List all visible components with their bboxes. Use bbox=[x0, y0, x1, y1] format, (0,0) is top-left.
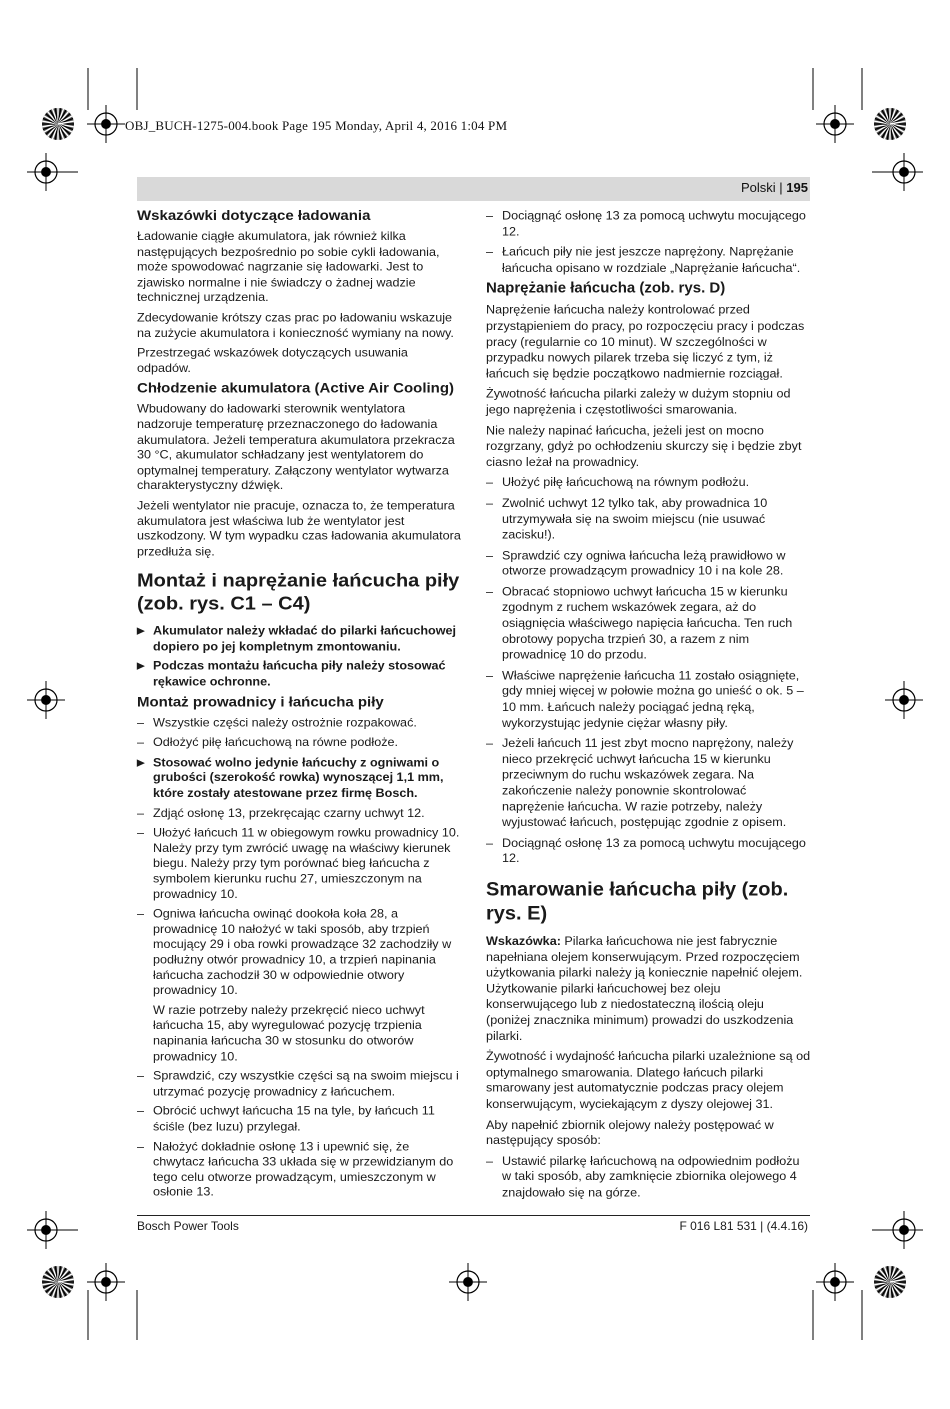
dash-bullet-icon: – bbox=[486, 245, 494, 259]
list-item bbox=[137, 1069, 462, 1100]
paragraph: Żywotność i wydajność łańcucha pilarki uzależnione są od optymalnego smarowania. Dlatego łańcuch pilarki smarowany jest automatycznie podczas pracy olejem konserwującym, wyciekającym z dyszy olejowej 31. bbox=[486, 1049, 811, 1111]
warning-triangle-icon: ▶ bbox=[137, 626, 145, 637]
paragraph: Nie należy napinać łańcucha, jeżeli jest on mocno rozgrzany, gdyż po ochłodzeniu skurczy się i będzie zbyt ciasno leżał na prowadnicy. bbox=[486, 423, 802, 469]
dash-bullet-icon: – bbox=[137, 736, 145, 750]
registration-target-icon bbox=[87, 105, 125, 143]
dash-bullet-icon: – bbox=[486, 496, 494, 510]
printer-slug: OBJ_BUCH-1275-004.book Page 195 Monday, April 4, 2016 1:04 PM bbox=[125, 118, 508, 133]
dash-bullet-icon: – bbox=[137, 907, 145, 921]
list-item-text: Łańcuch piły nie jest jeszcze naprężony. Naprężanie łańcucha opisano w rozdziale „Naprężanie łańcucha“. bbox=[502, 245, 801, 275]
list-item bbox=[486, 548, 811, 580]
section-heading: Smarowanie łańcucha piły (zob. rys. E) bbox=[486, 879, 789, 925]
list-item bbox=[137, 1104, 462, 1135]
list-continuation bbox=[137, 1003, 462, 1064]
registration-target-icon bbox=[87, 1263, 125, 1301]
list-item bbox=[137, 1139, 462, 1200]
right-column bbox=[486, 208, 811, 1205]
list-item bbox=[137, 735, 462, 750]
list-item-text: Sprawdzić czy ogniwa łańcucha leżą prawidłowo w otworze prowadzącym prowadnicy 10 i na kole 28. bbox=[502, 548, 786, 578]
dash-bullet-icon: – bbox=[486, 208, 494, 223]
dash-bullet-icon: – bbox=[137, 1069, 145, 1083]
warning-item bbox=[137, 659, 462, 690]
registration-target-icon bbox=[27, 1211, 65, 1249]
list-item-text: Dociągnąć osłonę 13 za pomocą uchwytu mocującego 12. bbox=[502, 836, 806, 866]
section-heading: Chłodzenie akumulatora (Active Air Cooling) bbox=[137, 380, 454, 397]
section-heading: Naprężanie łańcucha (zob. rys. D) bbox=[486, 280, 726, 297]
note-label: Wskazówka: bbox=[486, 934, 561, 948]
dash-bullet-icon: – bbox=[486, 836, 494, 850]
dash-bullet-icon: – bbox=[137, 826, 145, 840]
registration-target-icon bbox=[816, 1263, 854, 1301]
dash-bullet-icon: – bbox=[486, 584, 494, 599]
paragraph: Aby napełnić zbiornik olejowy należy postępować w następujący sposób: bbox=[486, 1117, 774, 1147]
list-item bbox=[137, 806, 462, 821]
list-item-text: Ustawić pilarkę łańcuchową na odpowiednim podłożu w taki sposób, aby zamknięcie zbiornika olejowego 4 znajdowało się na górze. bbox=[502, 1154, 800, 1200]
list-item bbox=[137, 826, 462, 902]
list-item bbox=[486, 668, 811, 731]
list-item-text: Jeżeli łańcuch 11 jest zbyt mocno naprężony, należy nieco przekręcić uchwyt łańcucha 15 w kierunku przeciwnym do ruchu wskazówek zegara. Na zakończenie należy ponownie skontrolować naprężenie łańcucha. W razie potrzeby, należy wyjustować łańcuch, postępując zgodnie z opisem. bbox=[502, 736, 794, 830]
dash-bullet-icon: – bbox=[486, 475, 494, 490]
list-item-text: Ułożyć łańcuch 11 w obiegowym rowku prowadnicy 10. Należy przy tym zwrócić uwagę na właściwy kierunek biegu. Należy przy tym porównać bieg łańcucha z symbolem kierunku ruchu 27, umieszczonym na prowadnicy 10. bbox=[153, 826, 460, 901]
list-item-text: Ogniwa łańcucha owinąć dookoła koła 28, a prowadnicę 10 nałożyć w taki sposób, aby trzpień mocujący 29 i oba rowki prowadzące 32 zachodziły w podłużny otwór prowadnicy 10, a trzpień napinania łańcucha zachodził 30 w odpowiednie otwory prowadnicy 10. bbox=[153, 907, 452, 997]
list-item-text: Sprawdzić, czy wszystkie części są na swoim miejscu i utrzymać pozycję prowadnicy z łańcuchem. bbox=[153, 1069, 459, 1098]
paragraph: Zdecydowanie krótszy czas prac po ładowaniu wskazuje na zużycie akumulatora i konieczność wymiany na nowy. bbox=[137, 311, 454, 340]
warning-item bbox=[137, 755, 462, 801]
list-item-text: Obracać stopniowo uchwyt łańcucha 15 w kierunku zgodnym z ruchem wskazówek zegara, aż do osiągnięcia właściwego napięcia łańcucha. Ten ruch obrotowy popycha trzpień 30, a razem z nim prowadnicę 10 do przodu. bbox=[502, 584, 793, 662]
list-item bbox=[486, 475, 811, 491]
list-item-text: Ułożyć piłę łańcuchową na równym podłożu. bbox=[502, 475, 750, 490]
paragraph: Przestrzegać wskazówek dotyczących usuwania odpadów. bbox=[137, 346, 408, 375]
registration-target-icon bbox=[27, 681, 65, 719]
list-item-text: Stosować wolno jedynie łańcuchy z ogniwami o grubości (szerokość rowka) wynoszącej 1,1 mm, które zostały atestowane przez firmę Bosch. bbox=[153, 756, 444, 800]
starburst-mark-icon bbox=[874, 108, 906, 140]
left-column bbox=[137, 208, 462, 1205]
dash-bullet-icon: – bbox=[137, 1104, 145, 1118]
header-language: Polski bbox=[740, 180, 776, 195]
page-number: 195 bbox=[786, 180, 808, 195]
running-header bbox=[741, 180, 808, 195]
list-item bbox=[486, 1153, 811, 1200]
list-item-text: Zwolnić uchwyt 12 tylko tak, aby prowadnica 10 utrzymywała się na swoim miejscu (nie usuwać zacisku!). bbox=[502, 496, 768, 542]
note-text: Pilarka łańcuchowa nie jest fabrycznie napełniana olejem konserwującym. Przed rozpoczęciem użytkowania pilarki należy ją koniecznie napełnić olejem. Użytkowanie pilarki łańcuchowej bez oleju konserwującego lub z niedostateczną ilością oleju (poniżej znacznika minimum) prowadzi do uszkodzenia pilarki. bbox=[486, 934, 803, 1043]
paragraph: Naprężenie łańcucha należy kontrolować przed przystąpieniem do pracy, po rozpoczęciu pracy i podczas pracy (regularnie co 10 minut). W szczególności w przypadku nowych pilarek trzeba się liczyć z tym, iż łańcuch się będzie początkowo nadmiernie rozciągał. bbox=[486, 303, 805, 381]
dash-bullet-icon: – bbox=[137, 806, 145, 820]
registration-target-icon bbox=[885, 1211, 923, 1249]
dash-bullet-icon: – bbox=[137, 716, 145, 730]
list-item bbox=[486, 736, 811, 831]
footer-brand: Bosch Power Tools bbox=[137, 1219, 239, 1233]
header-separator: | bbox=[779, 180, 783, 195]
note-paragraph bbox=[486, 934, 811, 1045]
list-item-text: Odłożyć piłę łańcuchową na równe podłoże. bbox=[153, 736, 399, 750]
list-item-text: Zdjąć osłonę 13, przekręcając czarny uchwyt 12. bbox=[153, 806, 425, 820]
paragraph: Jeżeli wentylator nie pracuje, oznacza to, że temperatura akumulatora jest właściwa lub że wentylator jest uszkodzony. W tym wypadku czas ładowania akumulatora przedłuża się. bbox=[137, 499, 461, 558]
list-item bbox=[137, 907, 462, 999]
list-item-text: Nałożyć dokładnie osłonę 13 i upewnić się, że chwytacz łańcucha 33 układa się w przewidzianym do tego celu otworze prowadzącym, umieszczonym w osłonie 13. bbox=[153, 1139, 454, 1199]
list-item-text: Właściwe naprężenie łańcucha 11 zostało osiągnięte, gdy mniej więcej w połowie można go unieść o ok. 5 – 10 mm. Łańcuch należy pociągać jedną ręką, wykorzystując jedynie ciężar własny piły. bbox=[502, 668, 804, 730]
list-item-text: Podczas montażu łańcucha piły należy stosować rękawice ochronne. bbox=[153, 659, 446, 689]
dash-bullet-icon: – bbox=[486, 736, 494, 751]
paragraph: Ładowanie ciągłe akumulatora, jak również kilka następujących bezpośrednio po sobie cykli ładowania, może spowodować nagrzanie się ładowarki. Jest to zjawisko normalne i nie świadczy o żadnej wadzie technicznej urządzenia. bbox=[137, 230, 440, 305]
list-item-text: Wszystkie części należy ostrożnie rozpakować. bbox=[153, 716, 417, 730]
registration-target-icon bbox=[27, 153, 65, 191]
section-heading: Montaż prowadnicy i łańcucha piły bbox=[137, 694, 384, 710]
list-item-text: Akumulator należy wkładać do pilarki łańcuchowej dopiero po jej kompletnym zmontowaniu. bbox=[153, 624, 457, 653]
starburst-mark-icon bbox=[42, 108, 74, 140]
registration-target-icon bbox=[816, 105, 854, 143]
list-item bbox=[486, 208, 811, 240]
list-item bbox=[486, 835, 811, 867]
dash-bullet-icon: – bbox=[137, 1139, 145, 1153]
section-heading: Wskazówki dotyczące ładowania bbox=[137, 208, 371, 224]
warning-triangle-icon: ▶ bbox=[137, 661, 145, 672]
list-item-text: W razie potrzeby należy przekręcić nieco uchwyt łańcucha 15, aby wyregulować pozycję trzpienia napinania łańcucha 30 w stosunku do otworów prowadnicy 10. bbox=[153, 1003, 425, 1063]
paragraph: Żywotność łańcucha pilarki zależy w dużym stopniu od jego naprężenia i częstotliwości smarowania. bbox=[486, 387, 791, 417]
header-band bbox=[137, 177, 810, 201]
dash-bullet-icon: – bbox=[486, 548, 494, 562]
list-item bbox=[486, 584, 811, 663]
footer-rule bbox=[137, 1215, 810, 1216]
list-item-text: Dociągnąć osłonę 13 za pomocą uchwytu mocującego 12. bbox=[502, 208, 806, 239]
starburst-mark-icon bbox=[874, 1266, 906, 1298]
registration-target-icon bbox=[885, 681, 923, 719]
dash-bullet-icon: – bbox=[486, 668, 494, 683]
footer-code: F 016 L81 531 | (4.4.16) bbox=[679, 1219, 808, 1233]
list-item bbox=[137, 715, 462, 730]
registration-target-icon bbox=[885, 153, 923, 191]
registration-target-icon bbox=[449, 1263, 487, 1301]
paragraph: Wbudowany do ładowarki sterownik wentylatora nadzoruje temperaturę przeznaczonego do ładowania akumulatora. Jeżeli temperatura akumulatora przekracza 30 °C, akumulator schładzany jest wentylatorem do optymalnej temperatury. Załączony wentylator wytwarza charakterystyczny dźwięk. bbox=[137, 402, 455, 493]
starburst-mark-icon bbox=[42, 1266, 74, 1298]
list-item bbox=[486, 244, 811, 276]
list-item bbox=[486, 495, 811, 542]
warning-triangle-icon: ▶ bbox=[137, 757, 145, 769]
list-item-text: Obrócić uchwyt łańcucha 15 na tyle, by łańcuch 11 ściśle (bez luzu) przylegał. bbox=[153, 1104, 435, 1133]
dash-bullet-icon: – bbox=[486, 1154, 494, 1168]
warning-item bbox=[137, 624, 462, 655]
section-heading: Montaż i naprężanie łańcucha piły (zob. rys. C1 – C4) bbox=[137, 571, 460, 615]
